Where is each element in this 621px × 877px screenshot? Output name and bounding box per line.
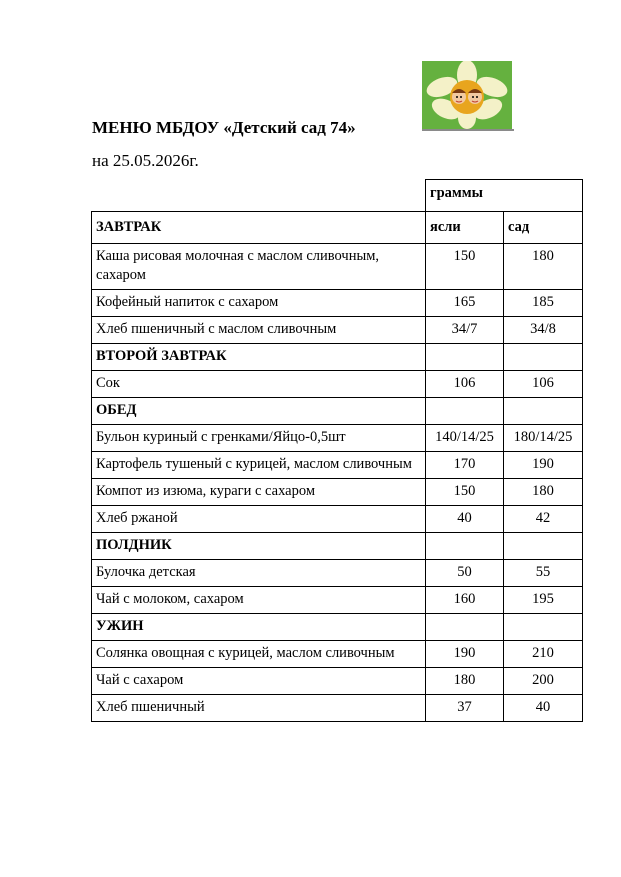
yasli-grams: 165 [426, 290, 504, 317]
table-row [92, 290, 583, 317]
dish-name: Хлеб ржаной [92, 506, 426, 533]
yasli-grams: 106 [426, 371, 504, 398]
grams-header: граммы [426, 180, 583, 212]
dish-name: Чай с сахаром [92, 668, 426, 695]
sad-grams: 34/8 [504, 317, 583, 344]
section-row [92, 212, 583, 244]
column-header: сад [504, 212, 583, 244]
empty-corner-cell [92, 180, 426, 212]
dish-name: Компот из изюма, кураги с сахаром [92, 479, 426, 506]
sad-grams: 55 [504, 560, 583, 587]
yasli-grams: 160 [426, 587, 504, 614]
sad-grams: 210 [504, 641, 583, 668]
dish-name: Сок [92, 371, 426, 398]
sad-grams: 40 [504, 695, 583, 722]
table-row [92, 371, 583, 398]
section-label: ВТОРОЙ ЗАВТРАК [92, 344, 426, 371]
dish-name: Булочка детская [92, 560, 426, 587]
sad-grams: 190 [504, 452, 583, 479]
yasli-grams: 150 [426, 479, 504, 506]
empty-cell [426, 533, 504, 560]
yasli-grams: 50 [426, 560, 504, 587]
yasli-grams: 190 [426, 641, 504, 668]
table-row [92, 479, 583, 506]
empty-cell [504, 614, 583, 641]
yasli-grams: 34/7 [426, 317, 504, 344]
empty-cell [504, 344, 583, 371]
column-header: ясли [426, 212, 504, 244]
sad-grams: 106 [504, 371, 583, 398]
empty-cell [504, 533, 583, 560]
table-row [92, 668, 583, 695]
section-row [92, 344, 583, 371]
yasli-grams: 150 [426, 244, 504, 290]
yasli-grams: 140/14/25 [426, 425, 504, 452]
sad-grams: 42 [504, 506, 583, 533]
dish-name: Хлеб пшеничный с маслом сливочным [92, 317, 426, 344]
yasli-grams: 37 [426, 695, 504, 722]
dish-name: Кофейный напиток с сахаром [92, 290, 426, 317]
empty-cell [426, 344, 504, 371]
grams-header-row [92, 180, 583, 212]
yasli-grams: 170 [426, 452, 504, 479]
dish-name: Хлеб пшеничный [92, 695, 426, 722]
dish-name: Бульон куриный с гренками/Яйцо-0,5шт [92, 425, 426, 452]
dish-name: Картофель тушеный с курицей, маслом сливочным [92, 452, 426, 479]
sad-grams: 180/14/25 [504, 425, 583, 452]
table-row [92, 560, 583, 587]
menu-table [91, 179, 583, 722]
sad-grams: 185 [504, 290, 583, 317]
sad-grams: 180 [504, 479, 583, 506]
table-row [92, 317, 583, 344]
empty-cell [426, 398, 504, 425]
section-label: ЗАВТРАК [92, 212, 426, 244]
kindergarten-flower-logo-icon [422, 61, 512, 129]
table-row [92, 425, 583, 452]
table-row [92, 641, 583, 668]
yasli-grams: 40 [426, 506, 504, 533]
logo-underline [422, 129, 514, 131]
table-row [92, 506, 583, 533]
dish-name: Солянка овощная с курицей, маслом сливочным [92, 641, 426, 668]
dish-name: Чай с молоком, сахаром [92, 587, 426, 614]
section-label: УЖИН [92, 614, 426, 641]
sad-grams: 200 [504, 668, 583, 695]
section-row [92, 398, 583, 425]
empty-cell [504, 398, 583, 425]
section-label: ПОЛДНИК [92, 533, 426, 560]
section-row [92, 614, 583, 641]
table-row [92, 695, 583, 722]
section-label: ОБЕД [92, 398, 426, 425]
sad-grams: 180 [504, 244, 583, 290]
table-row [92, 244, 583, 290]
table-row [92, 587, 583, 614]
sad-grams: 195 [504, 587, 583, 614]
menu-date: на 25.05.2026г. [92, 151, 199, 170]
dish-name: Каша рисовая молочная с маслом сливочным, сахаром [92, 244, 426, 290]
section-row [92, 533, 583, 560]
empty-cell [426, 614, 504, 641]
table-row [92, 452, 583, 479]
page-title: МЕНЮ МБДОУ «Детский сад 74» [92, 118, 356, 137]
yasli-grams: 180 [426, 668, 504, 695]
